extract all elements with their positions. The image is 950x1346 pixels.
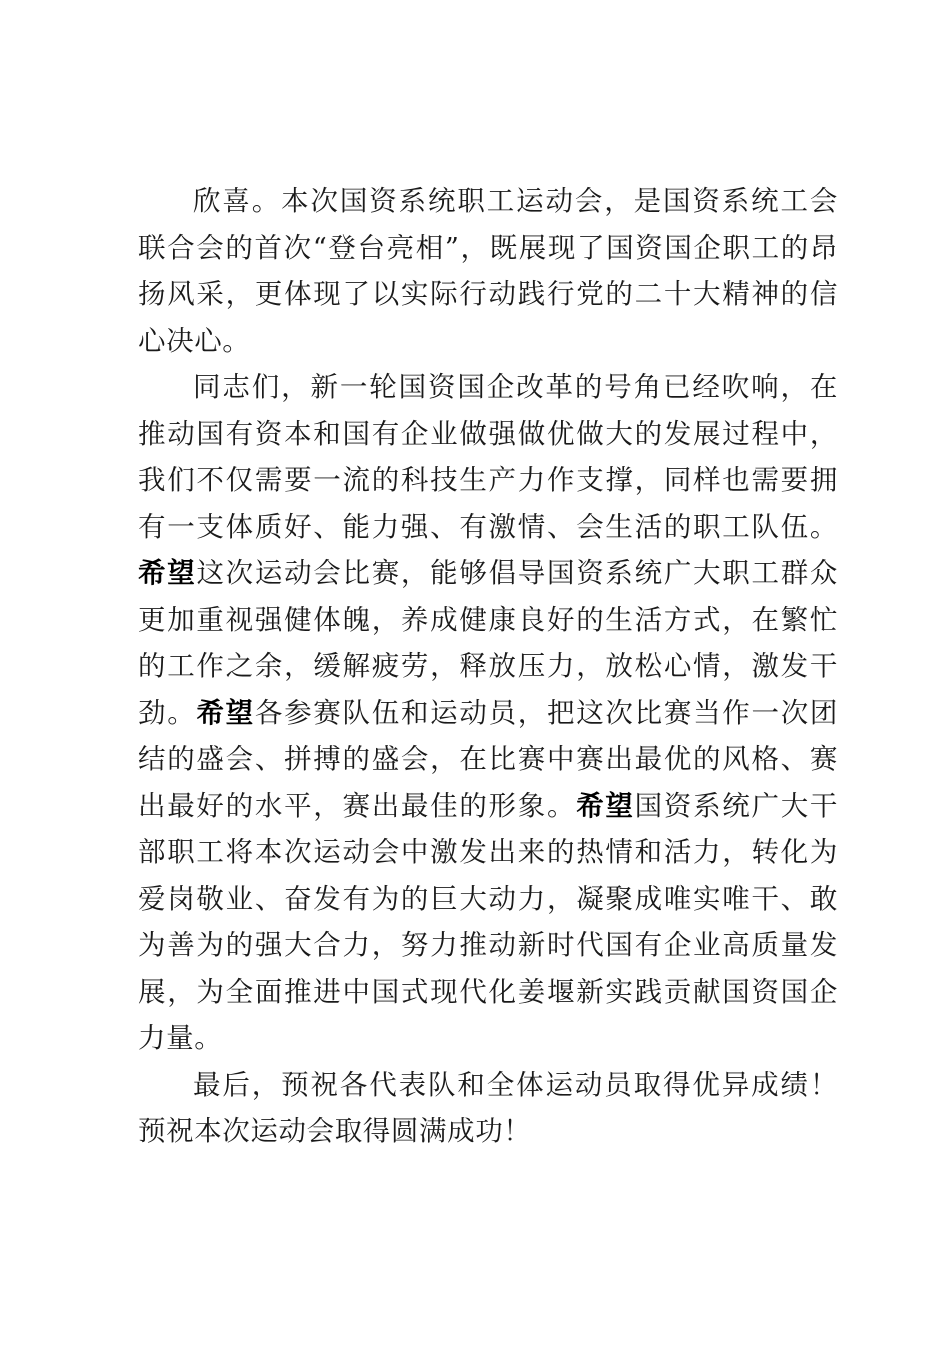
document-body: [138, 178, 838, 1155]
paragraph-text: 同志们，新一轮国资国企改革的号角已经吹响，在推动国有资本和国有企业做强做优做大的发展过程中，我们不仅需要一流的科技生产力作支撑，同样也需要拥有一支体质好、能力强、有激情、会生活的职工队伍。: [138, 371, 838, 543]
paragraph-text: 各参赛队伍和运动员，把这次比赛当作一次团结的盛会、拼搏的盛会，在比赛中赛出最优的风格、赛出最好的水平，赛出最佳的形象。: [138, 696, 839, 822]
paragraph-text: 这次运动会比赛，能够倡导国资系统广大职工群众更加重视强健体魄，养成健康良好的生活方式，在繁忙的工作之余，缓解疲劳，释放压力，放松心情，激发干劲。: [138, 557, 839, 729]
paragraph-hopes: [138, 364, 838, 1062]
paragraph-text: 欣喜。本次国资系统职工运动会，是国资系统工会联合会的首次“登台亮相”，既展现了国资国企职工的昂扬风采，更体现了以实际行动践行党的二十大精神的信心决心。: [138, 185, 838, 357]
paragraph-opening-remarks: [138, 178, 838, 364]
emphasis-word: 希望: [196, 696, 255, 729]
paragraph-closing-wishes: [138, 1062, 838, 1155]
paragraph-text: 最后，预祝各代表队和全体运动员取得优异成绩！: [193, 1068, 838, 1101]
emphasis-word: 希望: [576, 789, 635, 822]
paragraph-text: 预祝本次运动会取得圆满成功！: [138, 1115, 532, 1147]
paragraph-text: 国资系统广大干部职工将本次运动会中激发出来的热情和活力，转化为爱岗敬业、奋发有为的巨大动力，凝聚成唯实唯干、敢为善为的强大合力，努力推动新时代国有企业高质量发展，为全面推进中国式现代化姜堰新实践贡献国资国企力量。: [138, 789, 839, 1054]
emphasis-word: 希望: [138, 557, 197, 589]
